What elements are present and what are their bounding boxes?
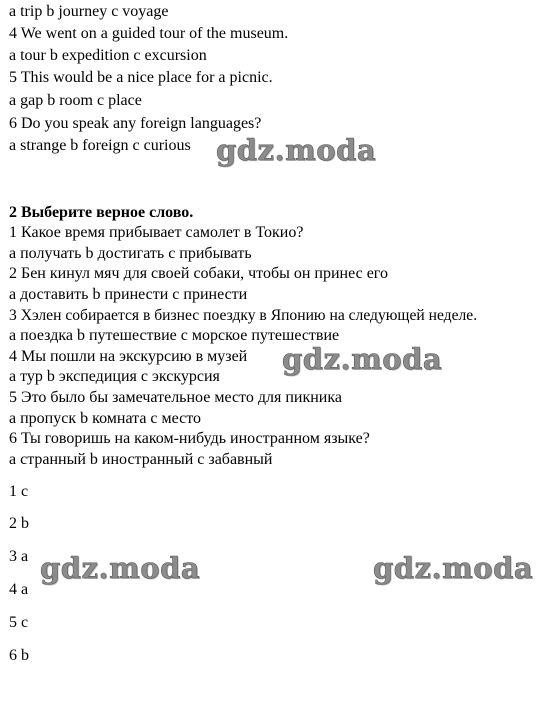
question-line: 5 This would be a nice place for a picnic. [9,69,273,86]
option-line: a gap b room c place [9,92,142,109]
option-line: a доставить b принести c принести [9,286,248,303]
question-line: 6 Do you speak any foreign languages? [9,115,262,132]
watermark: gdz.moda [216,133,377,167]
option-line: a trip b journey c voyage [9,3,169,20]
option-line: a strange b foreign c curious [9,137,191,154]
question-line: 5 Это было бы замечательное место для пикника [9,389,342,406]
watermark: gdz.moda [282,342,443,376]
answer-item: 5 c [9,614,29,631]
question-line: 6 Ты говоришь на каком-нибудь иностранном языке? [9,430,370,447]
watermark: gdz.moda [373,551,534,585]
question-line: 1 Какое время прибывает самолет в Токио? [9,224,304,241]
answer-item: 1 c [9,483,29,500]
option-line: a получать b достигать c прибывать [9,245,252,262]
question-line: 4 Мы пошли на экскурсию в музей [9,348,248,365]
option-line: a странный b иностранный c забавный [9,451,273,468]
option-line: a поездка b путешествие c морское путешествие [9,327,340,344]
question-line: 4 We went on a guided tour of the museum. [9,25,289,42]
option-line: a tour b expedition c excursion [9,47,207,64]
question-line: 2 Бен кинул мяч для своей собаки, чтобы он принес его [9,265,388,282]
option-line: a тур b экспедиция c экскурсия [9,368,220,385]
option-line: a пропуск b комната c место [9,410,202,427]
answer-item: 2 b [9,515,29,532]
exercise-heading: 2 Выберите верное слово. [9,204,194,221]
answer-item: 4 a [9,581,29,598]
answer-item: 3 a [9,548,29,565]
question-line: 3 Хэлен собирается в бизнес поездку в Японию на следующей неделе. [9,307,478,324]
watermark: gdz.moda [40,551,201,585]
answer-item: 6 b [9,647,29,664]
